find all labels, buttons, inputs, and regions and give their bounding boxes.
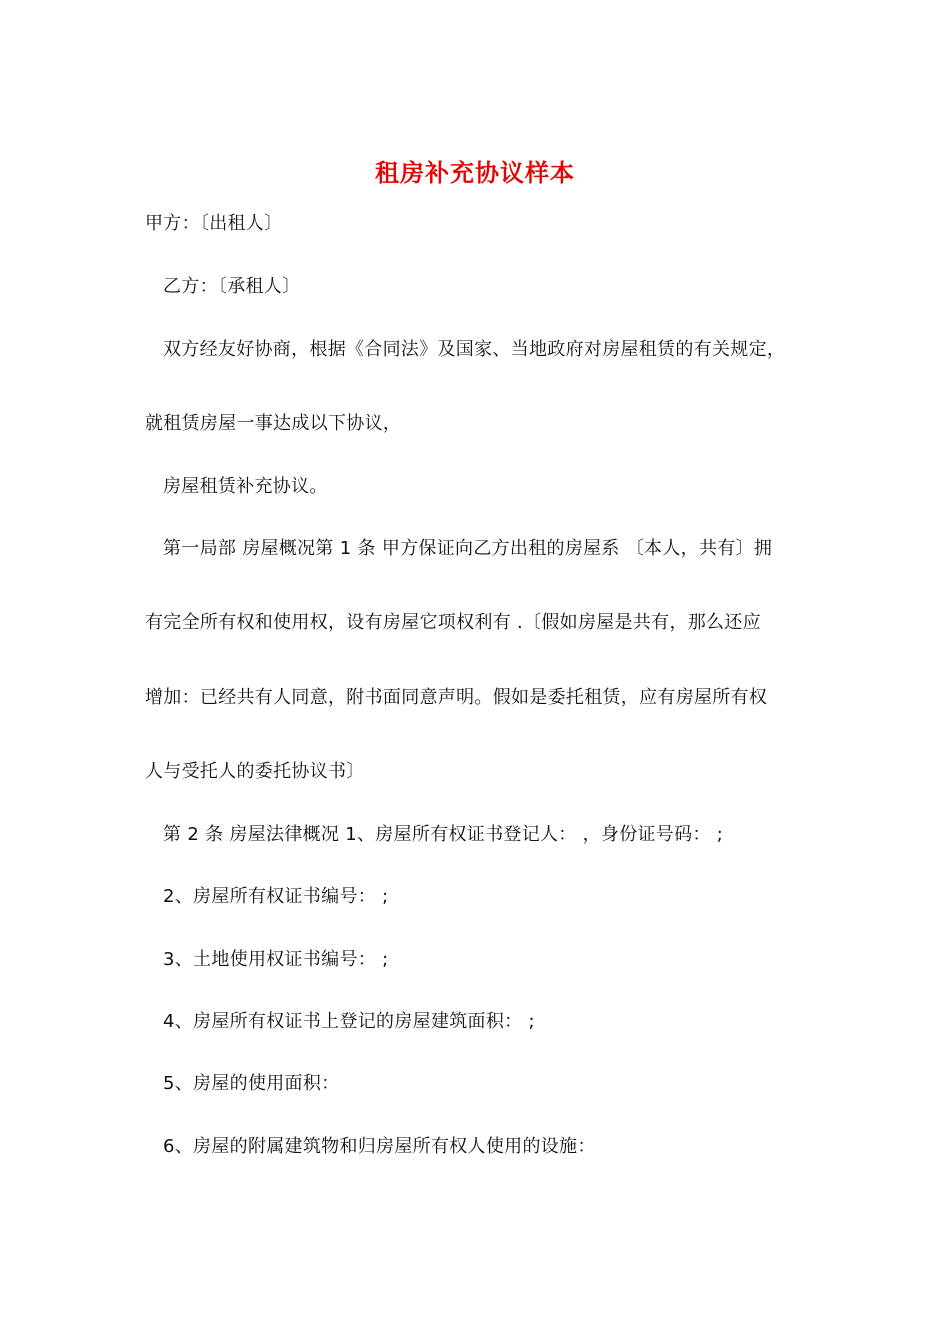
document-title: 租房补充协议样本 bbox=[375, 158, 575, 187]
party-b-line: 乙方：〔承租人〕 bbox=[163, 276, 301, 297]
paragraph-line: 人与受托人的委托协议书〕 bbox=[145, 761, 365, 782]
paragraph-line: 有完全所有权和使用权，设有房屋它项权利有 .〔假如房屋是共有，那么还应 bbox=[145, 612, 761, 633]
paragraph-line: 房屋租赁补充协议。 bbox=[163, 476, 328, 497]
paragraph-line: 增加：已经共有人同意，附书面同意声明。假如是委托租赁，应有房屋所有权 bbox=[145, 687, 768, 708]
party-a-line: 甲方：〔出租人〕 bbox=[145, 213, 283, 234]
list-item: 2、房屋所有权证书编号： ; bbox=[163, 886, 389, 907]
list-item: 3、土地使用权证书编号： ; bbox=[163, 949, 389, 970]
paragraph-line: 第 2 条 房屋法律概况 1、房屋所有权证书登记人： ，身份证号码： ; bbox=[163, 824, 724, 845]
paragraph-line: 第一局部 房屋概况第 1 条 甲方保证向乙方出租的房屋系 〔本人，共有〕拥 bbox=[163, 538, 773, 559]
list-item: 6、房屋的附属建筑物和归房屋所有权人使用的设施： bbox=[163, 1136, 596, 1157]
paragraph-line: 双方经友好协商，根据《合同法》及国家、当地政府对房屋租赁的有关规定， bbox=[163, 339, 786, 360]
list-item: 5、房屋的使用面积： bbox=[163, 1073, 340, 1094]
paragraph-line: 就租赁房屋一事达成以下协议， bbox=[145, 413, 402, 434]
list-item: 4、房屋所有权证书上登记的房屋建筑面积： ; bbox=[163, 1011, 535, 1032]
